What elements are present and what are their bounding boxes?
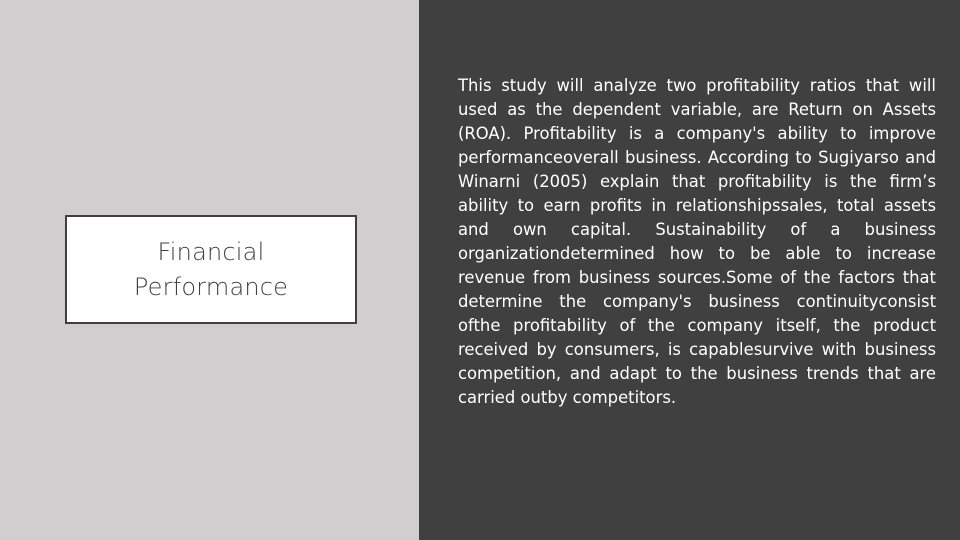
body-paragraph: This study will analyze two profitability ratios that will used as the dependent variable, are Return on Assets (ROA). Profitability is a company's ability to improve performanceoverall business. According to Sugiyarso and Winarni (2005) explain that profitability is the firm’s ability to earn profits in relationshipssales, total assets and own capital. Sustainability of a business organizationdetermined how to be able to increase revenue from business sources.Some of the factors that determine the company's business continuityconsist ofthe profitability of the company itself, the product received by consumers, is capablesurvive with business competition, and adapt to the business trends that are carried outby competitors. <box>458 76 936 407</box>
slide-title: Financial Performance <box>133 237 289 301</box>
title-box <box>65 215 357 324</box>
left-panel <box>0 0 419 540</box>
